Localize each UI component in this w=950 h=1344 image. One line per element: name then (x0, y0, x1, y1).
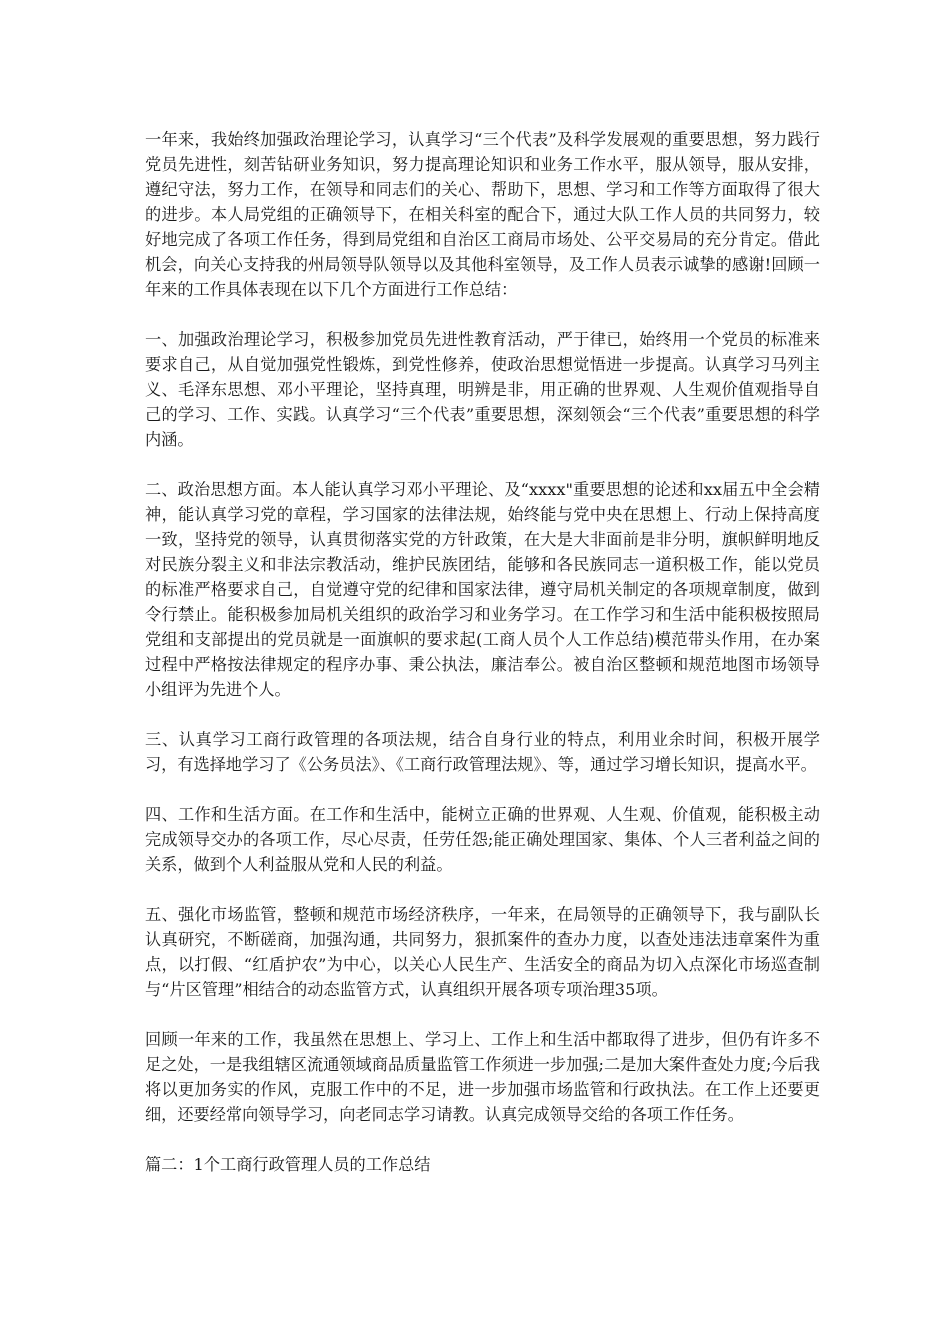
paragraph-section-1: 一、加强政治理论学习，积极参加党员先进性教育活动，严于律已，始终用一个党员的标准来要求自己，从自觉加强党性锻炼，到党性修养，使政治思想觉悟进一步提高。认真学习马列主义、毛泽东思想、邓小平理论，坚持真理，明辨是非，用正确的世界观、人生观价值观指导自己的学习、工作、实践。认真学习“三个代表”重要思想，深刻领会“三个代表”重要思想的科学内涵。 (145, 330, 820, 449)
paragraph-section-4: 四、工作和生活方面。在工作和生活中，能树立正确的世界观、人生观、价值观，能积极主动完成领导交办的各项工作，尽心尽责，任劳任怨;能正确处理国家、集体、个人三者利益之间的关系，做到个人利益服从党和人民的利益。 (145, 805, 820, 874)
paragraph-section-2: 二、政治思想方面。本人能认真学习邓小平理论、及“xxxx"重要思想的论述和xx届五中全会精神，能认真学习党的章程，学习国家的法律法规，始终能与党中央在思想上、行动上保持高度一致，坚持党的领导，认真贯彻落实党的方针政策，在大是大非面前是非分明，旗帜鲜明地反对民族分裂主义和非法宗教活动，维护民族团结，能够和各民族同志一道积极工作，能以党员的标准严格要求自己，自觉遵守党的纪律和国家法律，遵守局机关制定的各项规章制度，做到令行禁止。能积极参加局机关组织的政治学习和业务学习。在工作学习和生活中能积极按照局党组和支部提出的党员就是一面旗帜的要求起(工商人员个人工作总结)模范带头作用，在办案过程中严格按法律规定的程序办事、秉公执法，廉洁奉公。被自治区整顿和规范地图市场领导小组评为先进个人。 (145, 480, 820, 699)
paragraph-section-3: 三、认真学习工商行政管理的各项法规，结合自身行业的特点，利用业余时间，积极开展学习，有选择地学习了《公务员法》、《工商行政管理法规》、等，通过学习增长知识，提高水平。 (145, 730, 820, 774)
paragraph-intro: 一年来，我始终加强政治理论学习，认真学习“三个代表”及科学发展观的重要思想，努力践行党员先进性，刻苦钻研业务知识，努力提高理论知识和业务工作水平，服从领导，服从安排，遵纪守法，努力工作，在领导和同志们的关心、帮助下，思想、学习和工作等方面取得了很大的进步。本人局党组的正确领导下，在相关科室的配合下，通过大队工作人员的共同努力，较好地完成了各项工作任务，得到局党组和自治区工商局市场处、公平交易局的充分肯定。借此机会，向关心支持我的州局领导队领导以及其他科室领导，及工作人员表示诚挚的感谢!回顾一年来的工作具体表现在以下几个方面进行工作总结： (145, 130, 820, 299)
paragraph-section-5: 五、强化市场监管，整顿和规范市场经济秩序，一年来，在局领导的正确领导下，我与副队长认真研究，不断磋商，加强沟通，共同努力，狠抓案件的查办力度，以查处违法违章案件为重点，以打假、“红盾护农”为中心，以关心人民生产、生活安全的商品为切入点深化市场巡查制与“片区管理”相结合的动态监管方式，认真组织开展各项专项治理35项。 (145, 905, 820, 999)
next-article-heading: 篇二：1个工商行政管理人员的工作总结 (145, 1155, 431, 1174)
paragraph-review: 回顾一年来的工作，我虽然在思想上、学习上、工作上和生活中都取得了进步，但仍有许多不足之处，一是我组辖区流通领域商品质量监管工作须进一步加强;二是加大案件查处力度;今后我将以更加务实的作风，克服工作中的不足，进一步加强市场监管和行政执法。在工作上还要更细，还要经常向领导学习，向老同志学习请教。认真完成领导交给的各项工作任务。 (145, 1030, 820, 1124)
document-body (145, 127, 820, 1177)
